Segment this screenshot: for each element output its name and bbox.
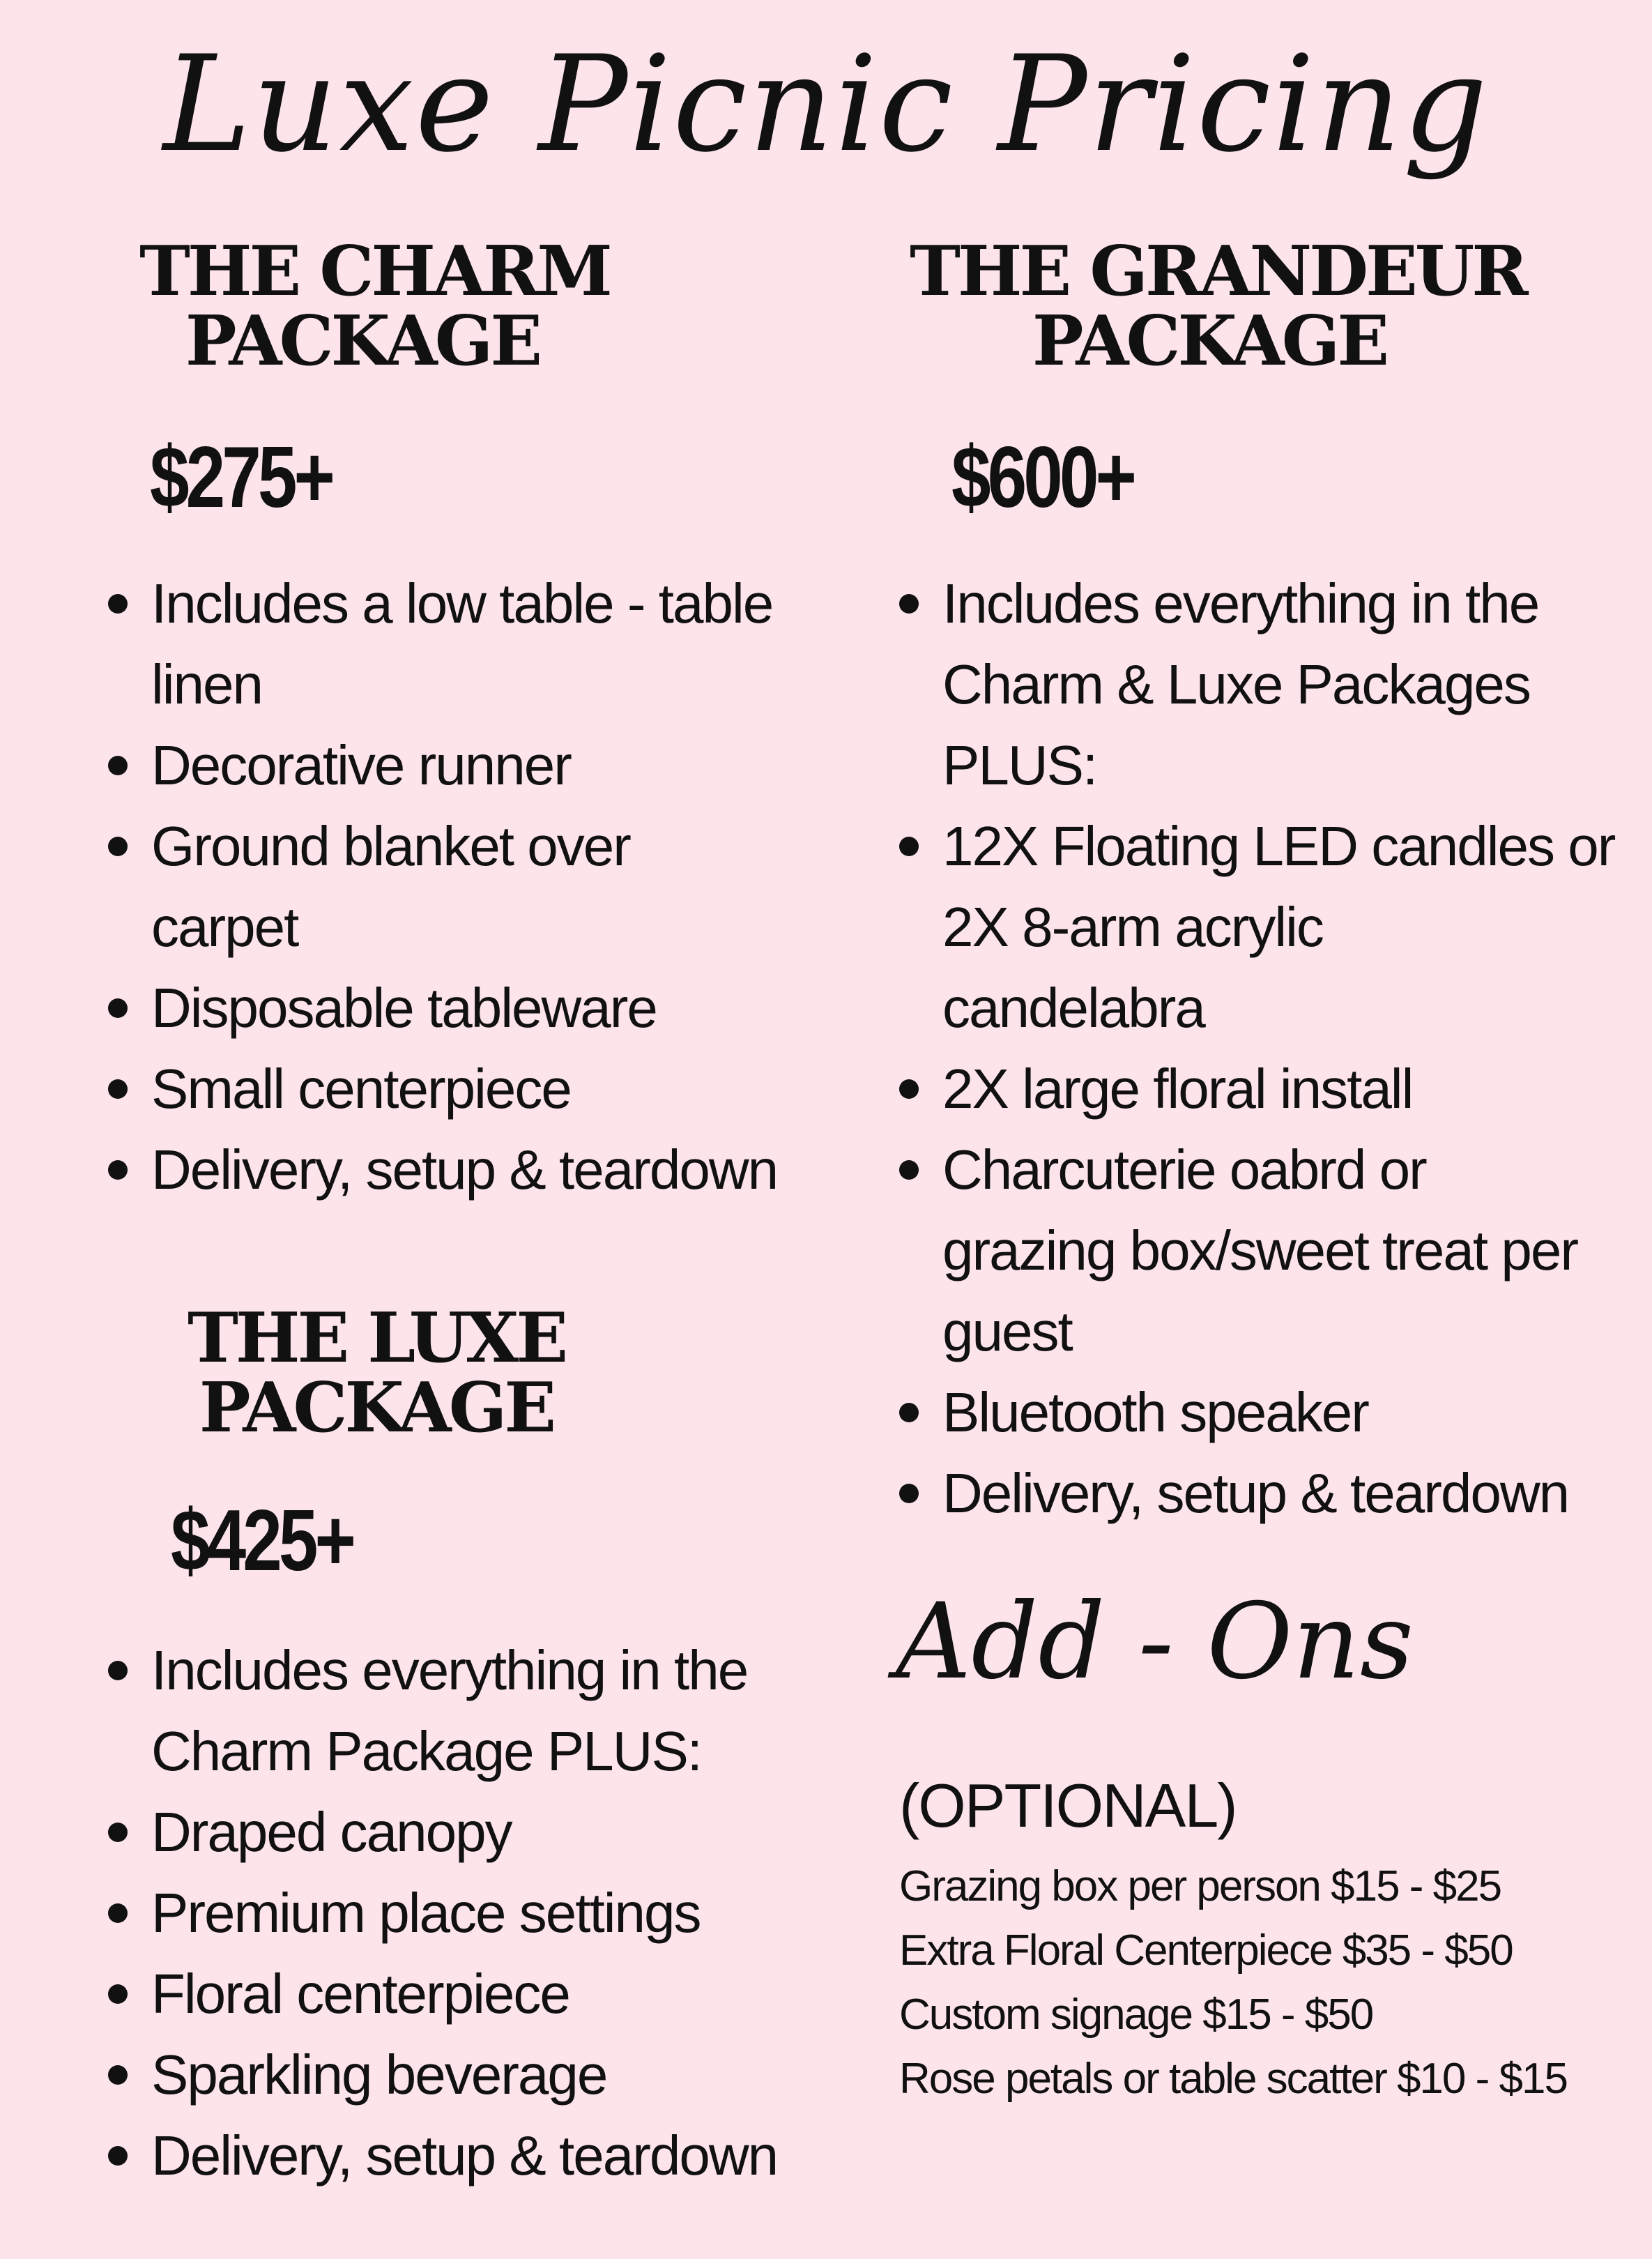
list-item: Delivery, setup & teardown [899, 1453, 1614, 1534]
grandeur-heading-line2: PACKAGE [1032, 301, 1387, 381]
list-item: Delivery, setup & teardown [108, 2115, 777, 2196]
list-item: Includes everything in the [899, 563, 1614, 644]
list-item: Custom signage $15 - $50 [899, 1991, 1373, 2039]
list-item: linen [151, 653, 263, 715]
list-item: 2X 8-arm acrylic [942, 896, 1323, 958]
list-item: Draped canopy [108, 1792, 777, 1873]
list-item: Small centerpiece [108, 1049, 777, 1130]
page-title: Luxe Picnic Pricing [162, 27, 1490, 181]
addons-optional-label: (OPTIONAL) [899, 1771, 1237, 1840]
grandeur-heading-line1: THE GRANDEUR [910, 231, 1526, 312]
addons-list [899, 1855, 1567, 2111]
list-item: Includes a low table - table [108, 563, 777, 644]
list-item: guest [942, 1300, 1072, 1362]
list-item: PLUS: [942, 734, 1097, 796]
list-item: Premium place settings [108, 1873, 777, 1954]
grandeur-feature-list [899, 563, 1614, 1534]
list-item: Charm & Luxe Packages [942, 653, 1530, 715]
list-item: 12X Floating LED candles or [899, 806, 1614, 887]
list-item: Disposable tableware [108, 968, 777, 1049]
list-item: candelabra [942, 977, 1204, 1039]
addons-title: Add - Ons [896, 1581, 1414, 1703]
list-item: grazing box/sweet treat per [942, 1219, 1577, 1281]
charm-package-heading [139, 231, 610, 381]
list-item: Bluetooth speaker [899, 1372, 1614, 1453]
list-item: carpet [151, 896, 298, 958]
charm-heading-line2: PACKAGE [185, 301, 540, 381]
list-item: Extra Floral Centerpiece $35 - $50 [899, 1926, 1513, 1975]
luxe-heading-line2: PACKAGE [199, 1368, 554, 1448]
list-item: Charm Package PLUS: [151, 1720, 702, 1782]
list-item: Delivery, setup & teardown [108, 1130, 777, 1210]
luxe-package-heading [181, 1298, 572, 1448]
list-item: Ground blanket over [108, 806, 777, 887]
list-item: Charcuterie oabrd or [899, 1130, 1614, 1210]
list-item: 2X large floral install [899, 1049, 1614, 1130]
luxe-feature-list [108, 1630, 777, 2196]
list-item: Decorative runner [108, 725, 777, 806]
list-item: Grazing box per person $15 - $25 [899, 1862, 1501, 1910]
grandeur-price: $600+ [951, 429, 1133, 526]
list-item: Floral centerpiece [108, 1954, 777, 2034]
list-item: Includes everything in the [108, 1630, 777, 1711]
grandeur-package-heading [910, 231, 1526, 381]
list-item: Sparkling beverage [108, 2034, 777, 2115]
charm-heading-line1: THE CHARM [139, 231, 610, 312]
list-item: Rose petals or table scatter $10 - $15 [899, 2055, 1567, 2103]
luxe-price: $425+ [171, 1493, 353, 1589]
charm-feature-list [108, 563, 777, 1210]
charm-price: $275+ [150, 429, 332, 526]
luxe-heading-line1: THE LUXE [187, 1298, 566, 1378]
